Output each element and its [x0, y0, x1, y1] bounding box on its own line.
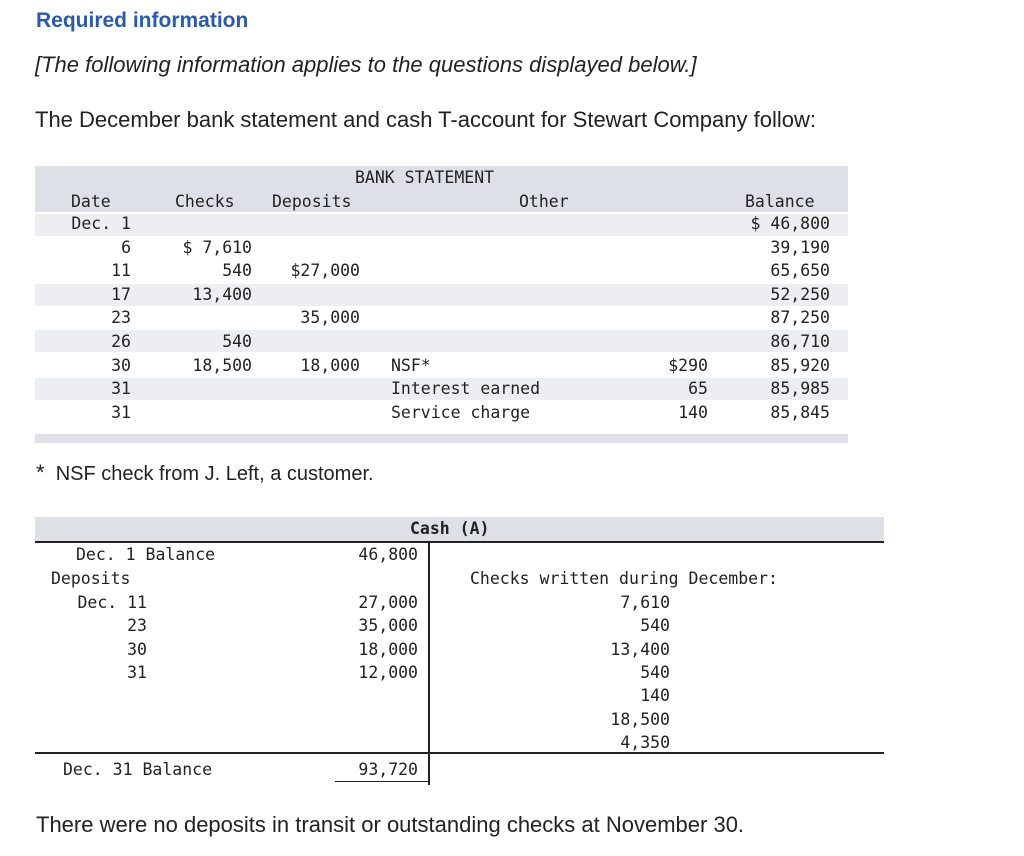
bank-statement-title: BANK STATEMENT: [355, 168, 495, 187]
check-amount: 13,400: [610, 639, 670, 659]
deposit-amount: 18,000: [358, 639, 418, 659]
check-amount: 18,500: [610, 709, 670, 729]
closing-note: There were no deposits in transit or outstanding checks at November 30.: [36, 812, 745, 837]
check-amount: 540: [640, 662, 670, 682]
row-checks: 18,500: [192, 355, 252, 375]
row-balance: 52,250: [770, 284, 830, 304]
t-account-title: Cash (A): [410, 519, 490, 538]
nsf-footnote: [36, 460, 374, 486]
row-date: 11: [111, 261, 131, 281]
check-amount: 540: [640, 616, 670, 636]
col-header-deposits: Deposits: [272, 192, 352, 211]
row-other-amount: $290: [668, 355, 708, 375]
row-balance: 87,250: [770, 308, 830, 328]
closing-balance-amount: 93,720: [358, 760, 418, 779]
row-balance: 65,650: [770, 261, 830, 281]
deposit-amount: 12,000: [358, 662, 418, 682]
check-amount: 4,350: [620, 732, 670, 752]
row-deposits: $27,000: [290, 261, 360, 281]
required-information-heading: Required information: [36, 9, 249, 32]
row-deposits: 35,000: [300, 308, 360, 328]
col-header-date: Date: [71, 192, 111, 211]
row-deposits: 18,000: [300, 355, 360, 375]
deposits-label: Deposits: [51, 569, 131, 588]
row-date: 30: [111, 355, 131, 375]
row-other-label: Service charge: [391, 402, 531, 422]
row-balance: 85,985: [770, 379, 830, 399]
opening-balance-amount: 46,800: [358, 545, 418, 564]
footnote-text: NSF check from J. Left, a customer.: [55, 463, 374, 485]
applies-note: [The following information applies to the questions displayed below.]: [35, 52, 697, 77]
row-other-label: Interest earned: [391, 379, 541, 399]
row-other-amount: 140: [678, 402, 708, 422]
row-date: 17: [111, 284, 131, 304]
row-balance: $ 46,800: [750, 214, 830, 233]
deposit-date: 30: [127, 639, 147, 659]
deposit-amount: 35,000: [358, 616, 418, 636]
row-other-amount: 65: [688, 379, 708, 399]
check-amount: 7,610: [620, 593, 670, 612]
t-account-center-rule: [428, 541, 430, 785]
t-account-top-rule: [35, 541, 884, 543]
bank-statement-bottom-bar: [35, 434, 848, 443]
row-checks: 540: [222, 261, 252, 281]
row-date: 31: [111, 379, 131, 399]
deposit-date: 31: [127, 662, 147, 682]
t-account-total-rule: [35, 752, 884, 754]
closing-balance-underline: [335, 781, 430, 782]
row-balance: 86,710: [770, 332, 830, 351]
footnote-star: *: [36, 460, 45, 485]
col-header-balance: Balance: [745, 192, 815, 211]
row-balance: 39,190: [770, 237, 830, 257]
checks-written-label: Checks written during December:: [470, 569, 778, 588]
row-date: Dec. 1: [71, 214, 131, 233]
row-balance: 85,920: [770, 355, 830, 375]
deposit-amount: 27,000: [358, 593, 418, 612]
deposit-date: Dec. 11: [77, 593, 147, 612]
col-header-checks: Checks: [175, 192, 235, 211]
row-checks: $ 7,610: [182, 237, 252, 257]
check-amount: 140: [640, 686, 670, 706]
deposit-date: 23: [127, 616, 147, 636]
row-date: 23: [111, 308, 131, 328]
row-date: 26: [111, 332, 131, 351]
opening-balance-label: Dec. 1 Balance: [76, 545, 216, 564]
intro-text: The December bank statement and cash T-account for Stewart Company follow:: [35, 107, 816, 132]
row-checks: 13,400: [192, 284, 252, 304]
row-other-label: NSF*: [391, 355, 431, 375]
row-date: 31: [111, 402, 131, 422]
row-checks: 540: [222, 332, 252, 351]
row-balance: 85,845: [770, 402, 830, 422]
closing-balance-label: Dec. 31 Balance: [63, 760, 213, 779]
row-date: 6: [121, 237, 131, 257]
col-header-other: Other: [519, 192, 569, 211]
